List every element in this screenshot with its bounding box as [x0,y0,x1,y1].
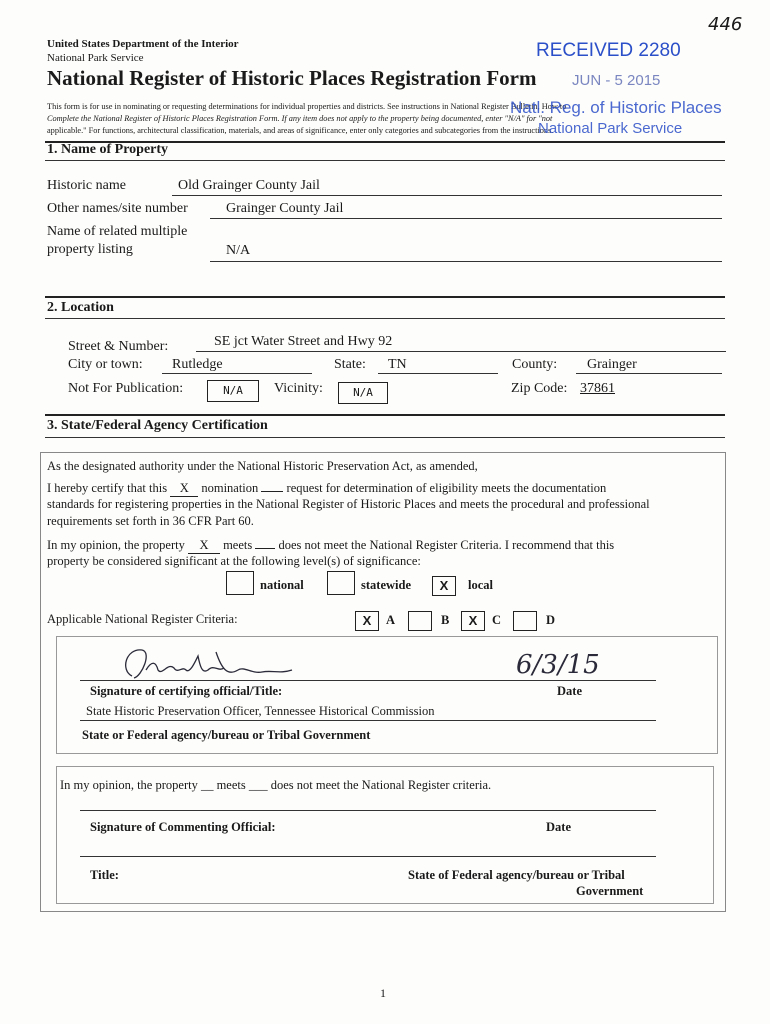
county-label: County: [512,357,558,372]
section-3-heading: 3. State/Federal Agency Certification [47,418,268,433]
other-names-value: Grainger County Jail [226,201,344,216]
cert-paragraph-1: As the designated authority under the National Historic Preservation Act, as amended, [47,459,478,473]
historic-name-label: Historic name [47,178,126,193]
other-names-line [210,218,722,219]
form-title: National Register of Historic Places Registration Form [47,66,537,90]
certifying-signature-label: Signature of certifying official/Title: [90,684,283,698]
criteria-label: Applicable National Register Criteria: [47,612,238,626]
criteria-c-label: C [492,613,502,627]
cert-paragraph-2 [47,481,606,497]
related-listing-line [210,261,722,262]
vicinity-box[interactable]: N/A [338,382,388,404]
statewide-label: statewide [361,578,411,592]
request-blank[interactable] [261,491,283,492]
received-stamp: RECEIVED 2280 [536,40,681,61]
comment-paragraph: In my opinion, the property __ meets ___ does not meet the National Register criteria. [60,778,492,792]
section-3-underline [45,437,725,438]
received-stamp-date: JUN - 5 2015 [572,72,661,89]
vicinity-label: Vicinity: [274,381,323,396]
local-label: local [468,578,493,592]
city-line [162,373,312,374]
department-name: United States Department of the Interior [47,38,239,50]
cert-p2-c: request for determination of eligibility meets the documentation [286,481,607,495]
nomination-mark[interactable]: X [170,481,198,497]
street-label: Street & Number: [68,339,169,354]
park-service-stamp: National Park Service [538,120,683,137]
state-label: State: [334,357,366,372]
county-line [576,373,722,374]
county-value: Grainger [587,357,637,372]
state-line [378,373,498,374]
comment-signature-line [80,810,656,811]
related-listing-value: N/A [226,243,251,258]
official-title-line [80,720,656,721]
criteria-b-checkbox[interactable] [408,611,432,631]
criteria-c-checkbox[interactable]: X [461,611,485,631]
cert-p2-b: nomination [201,481,259,495]
section-3-rule [45,414,725,416]
instructions-line-3: applicable." For functions, architectural classification, materials, and areas of significance, enter only categories and subcategories from the instructions. [47,126,554,135]
cert-p5-a: In my opinion, the property [47,538,185,552]
cert-paragraph-6: property be considered significant at the following level(s) of significance: [47,554,421,568]
cert-p5-c: does not meet the National Register Criteria. I recommend that this [278,538,615,552]
section-1-underline [45,160,725,161]
zip-value: 37861 [580,381,615,396]
national-label: national [260,578,304,592]
national-checkbox[interactable] [226,571,254,595]
comment-date-label: Date [546,820,571,834]
certifying-date-label: Date [557,684,582,698]
does-not-meet-blank[interactable] [255,548,275,549]
criteria-b-label: B [441,613,450,627]
title-label: Title: [90,868,119,882]
zip-label: Zip Code: [511,381,568,396]
related-listing-label-1: Name of related multiple [47,224,188,239]
instructions-line-2: Complete the National Register of Historic Places Registration Form. If any item does not apply to the property being documented, enter "N/A" for "not [47,114,553,123]
agency2-label-2: Government [576,884,644,898]
comment-title-line [80,856,656,857]
street-line [196,351,726,352]
section-2-heading: 2. Location [47,300,114,315]
page-number: 1 [380,986,386,1000]
instructions-line-1: This form is for use in nominating or requesting determinations for individual properties and districts. See instructions in National Register Bulletin, How to [47,102,567,111]
criteria-d-label: D [546,613,556,627]
cert-paragraph-4: requirements set forth in 36 CFR Part 60. [47,514,254,528]
cert-paragraph-5 [47,538,614,554]
state-value: TN [388,357,407,372]
agency2-label-1: State of Federal agency/bureau or Tribal [408,868,625,882]
city-label: City or town: [68,357,143,372]
city-value: Rutledge [172,357,223,372]
local-checkbox[interactable]: X [432,576,456,596]
historic-name-value: Old Grainger County Jail [178,178,320,193]
section-1-heading: 1. Name of Property [47,142,169,157]
nfp-box[interactable]: N/A [207,380,259,402]
certifying-signature [112,640,332,690]
criteria-d-checkbox[interactable] [513,611,537,631]
nfp-label: Not For Publication: [68,381,184,396]
cert-p5-b: meets [223,538,253,552]
historic-name-line [172,195,722,196]
statewide-checkbox[interactable] [327,571,355,595]
cert-paragraph-3: standards for registering properties in the National Register of Historic Places and meets the procedural and professional [47,497,650,511]
signature-date: 6/3/15 [516,650,600,680]
street-value: SE jct Water Street and Hwy 92 [214,334,393,349]
meets-mark[interactable]: X [188,538,220,554]
comment-signature-label: Signature of Commenting Official: [90,820,276,834]
official-title-value: State Historic Preservation Officer, Tennessee Historical Commission [86,704,435,718]
cert-p2-a: I hereby certify that this [47,481,168,495]
corner-page-mark: 446 [708,14,743,35]
section-2-underline [45,318,725,319]
certifying-signature-line [80,680,656,681]
related-listing-label-2: property listing [47,242,133,257]
criteria-a-checkbox[interactable]: X [355,611,379,631]
service-name: National Park Service [47,52,144,64]
other-names-label: Other names/site number [47,201,188,216]
register-stamp: Natl. Reg. of Historic Places [510,98,722,117]
criteria-a-label: A [386,613,396,627]
agency-label: State or Federal agency/bureau or Tribal Government [82,728,371,742]
section-2-rule [45,296,725,298]
